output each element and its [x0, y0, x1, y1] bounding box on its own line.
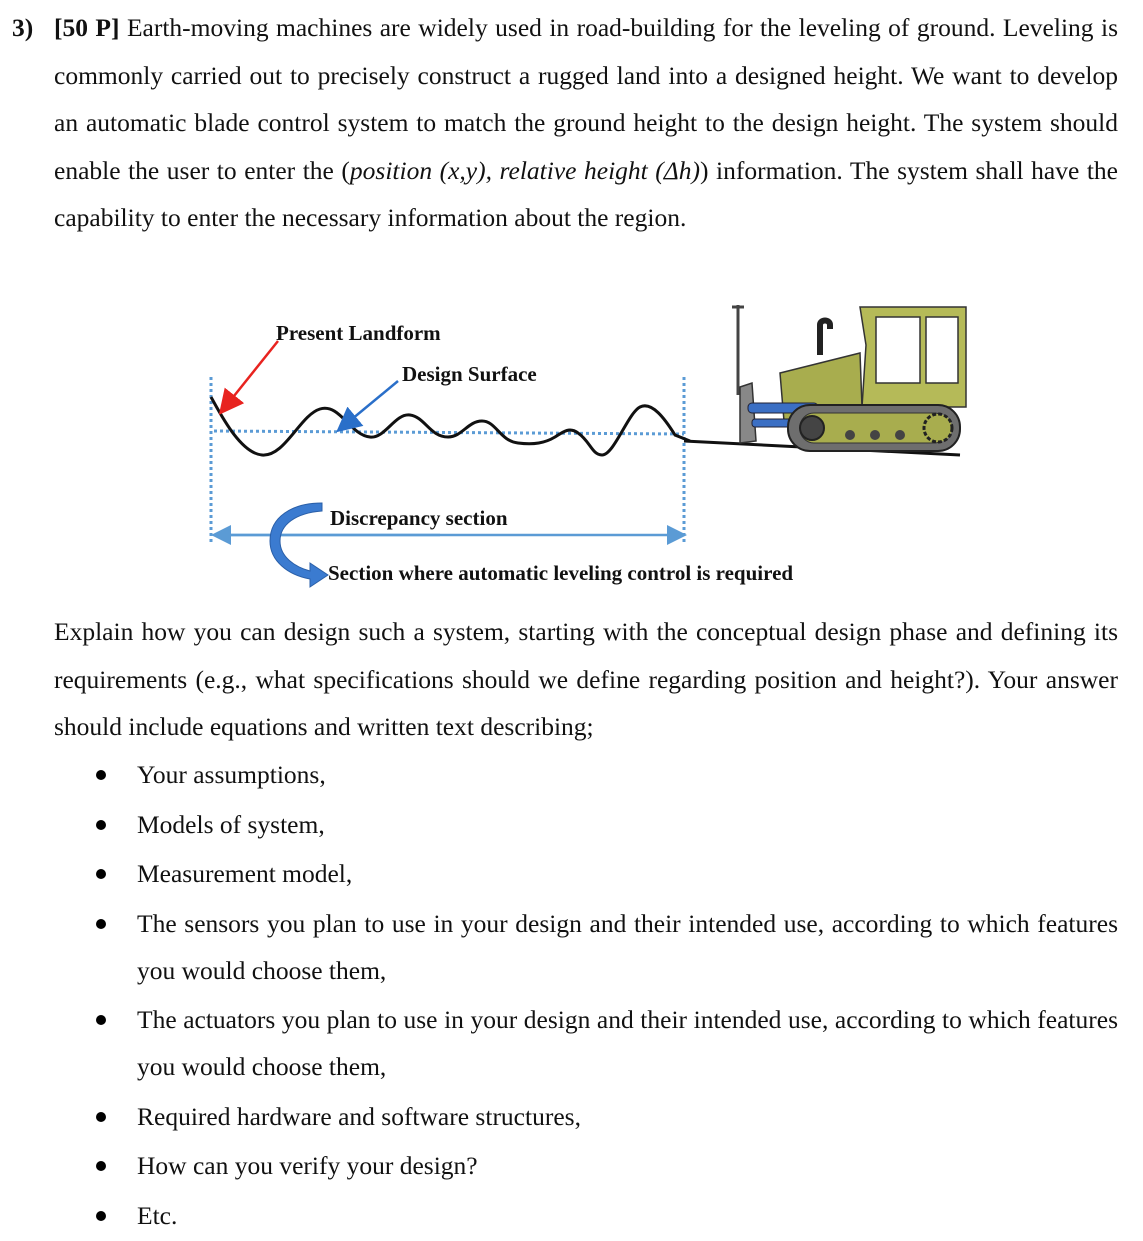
bullet-icon — [96, 869, 106, 879]
list-item-text: Required hardware and software structures, — [137, 1101, 581, 1131]
list-item-text: The sensors you plan to use in your design and their intended use, according to which features you would choose them, — [137, 908, 1118, 985]
question-intro — [54, 4, 1118, 242]
label-section-auto: Section where automatic leveling control is required — [328, 561, 794, 585]
label-discrepancy: Discrepancy section — [330, 506, 508, 530]
landform-arrow — [222, 341, 278, 411]
list-item — [54, 850, 1118, 897]
question-points: [50 P] — [54, 13, 120, 42]
design-surface-arrow — [340, 381, 398, 429]
requirements-list — [54, 751, 1118, 1241]
list-item — [54, 1093, 1118, 1140]
list-item — [54, 751, 1118, 798]
question-number: 3) — [12, 13, 34, 42]
present-landform-curve — [211, 397, 690, 455]
intro-text-2: ) information. The system shall have the capability to enter the necessary information about the region. — [54, 155, 1118, 232]
bullet-icon — [96, 1112, 106, 1122]
bullet-icon — [96, 1211, 106, 1221]
list-item-text: The actuators you plan to use in your design and their intended use, according to which features you would choose them, — [137, 1005, 1118, 1081]
list-item-text: Etc. — [137, 1200, 178, 1230]
bullet-icon — [96, 919, 106, 929]
list-item — [54, 996, 1118, 1090]
label-present-landform: Present Landform — [276, 321, 441, 345]
bulldozer-icon — [732, 305, 966, 451]
label-design-surface: Design Surface — [402, 362, 537, 386]
list-item-text: Measurement model, — [137, 859, 353, 888]
leveling-diagram — [200, 295, 980, 595]
design-surface-line — [214, 431, 684, 434]
bullet-icon — [96, 820, 106, 830]
list-item — [54, 1142, 1118, 1189]
bullet-icon — [96, 1161, 106, 1171]
intro-italic: position (x,y), relative height (Δh) — [349, 155, 700, 185]
question-block — [12, 4, 1118, 242]
list-item — [54, 900, 1118, 994]
bullet-icon — [96, 770, 106, 780]
explain-paragraph: Explain how you can design such a system, starting with the conceptual design phase and defining its requirements (e.g., what specifications should we define regarding position and height?). Your answer should include equations and written text describing; — [54, 617, 1118, 741]
bullet-icon — [96, 1015, 106, 1025]
list-item — [54, 801, 1118, 848]
leveling-figure — [200, 295, 980, 595]
list-item-text: Your assumptions, — [137, 760, 326, 789]
intro-text-1: Earth-moving machines are widely used in road-building for the leveling of ground. Leveling is commonly carried out to precisely construct a rugged land into a designed height. We want to develop an automatic blade control system to match the ground height to the design height. The system should enable the user to enter the ( — [54, 13, 1118, 185]
list-item-text: Models of system, — [137, 809, 325, 839]
section-curved-arrow — [270, 503, 328, 587]
list-item-text: How can you verify your design? — [137, 1151, 478, 1180]
list-item — [54, 1192, 1118, 1239]
